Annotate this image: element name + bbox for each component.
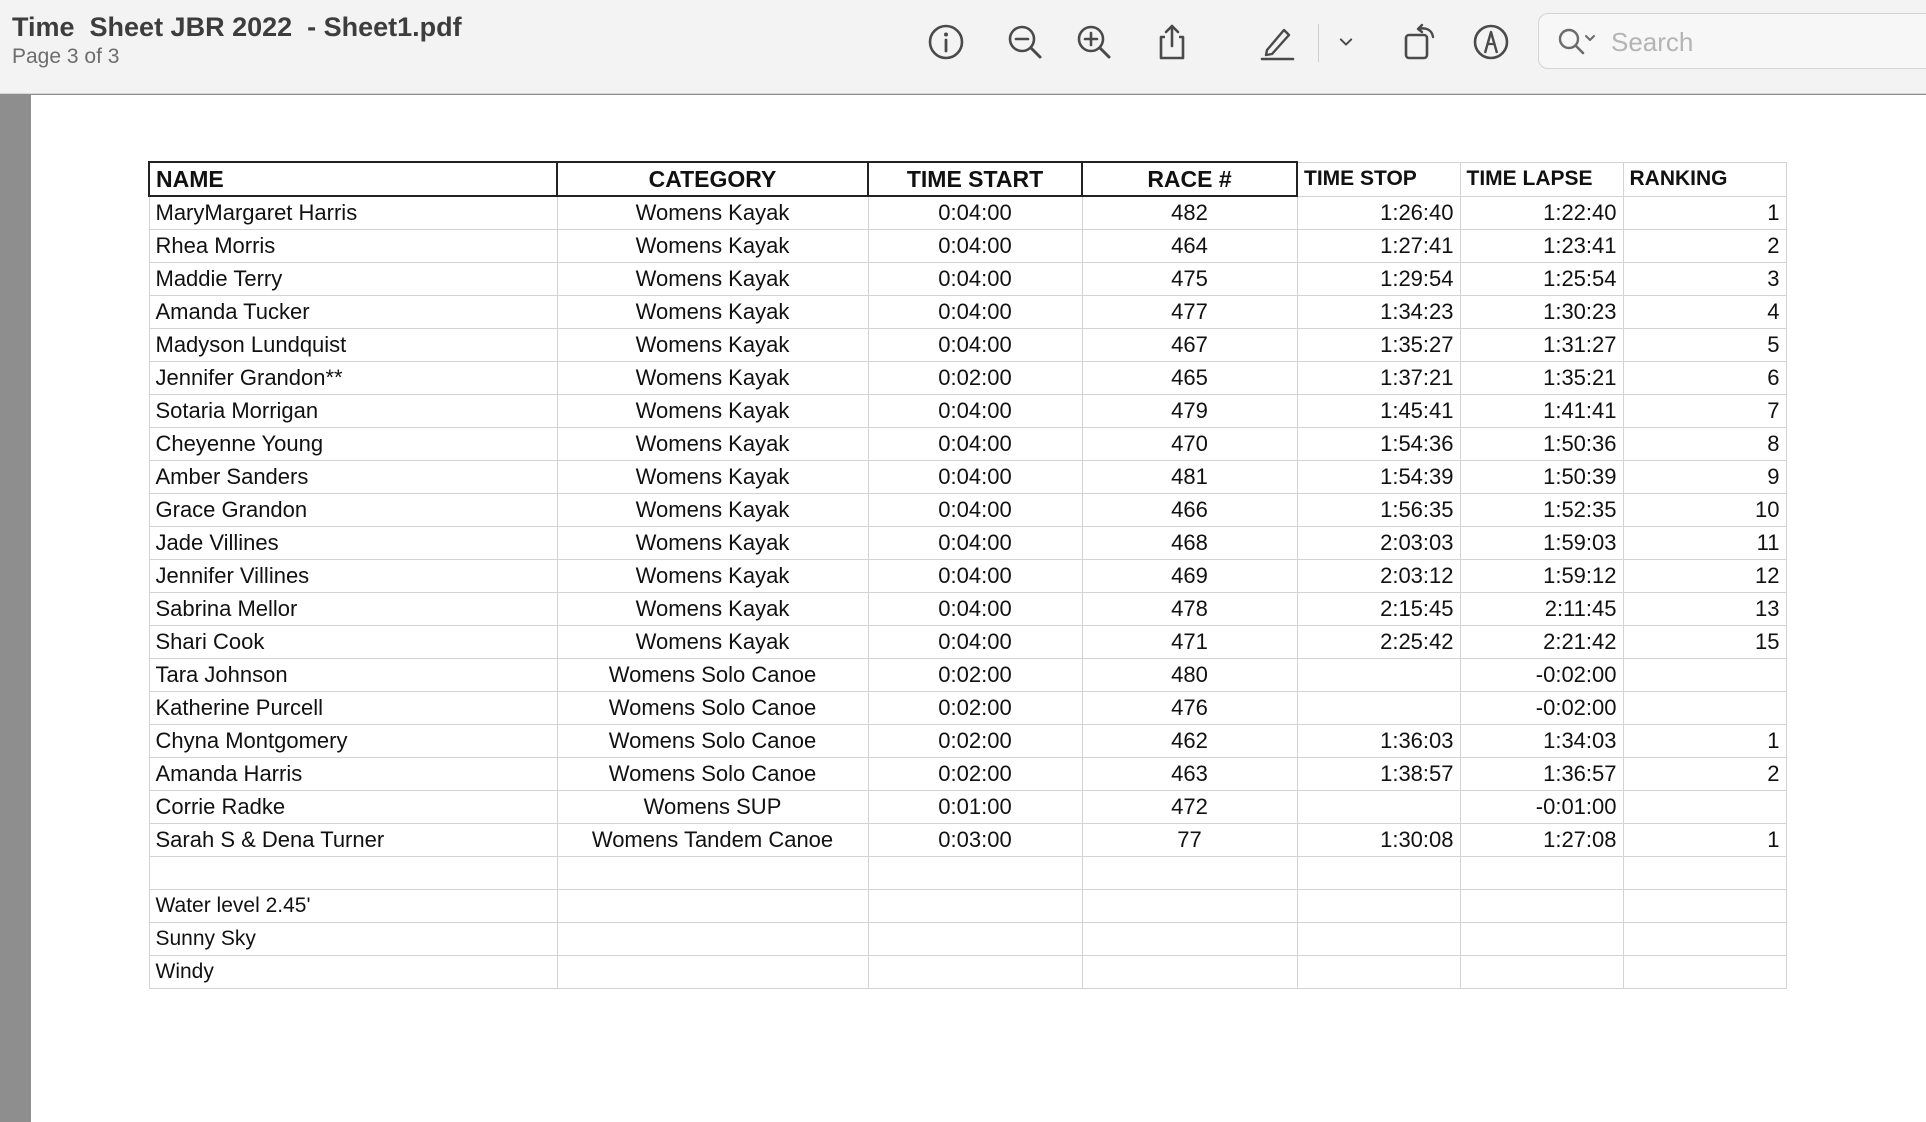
- cell-time-start: 0:04:00: [868, 229, 1082, 262]
- cell-name: Amber Sanders: [149, 460, 557, 493]
- cell-name: Madyson Lundquist: [149, 328, 557, 361]
- cell-time-stop: 2:03:03: [1297, 526, 1460, 559]
- header-category: CATEGORY: [557, 162, 868, 196]
- cell-time-lapse: 1:23:41: [1460, 229, 1623, 262]
- cell-time-start: 0:04:00: [868, 295, 1082, 328]
- cell-ranking: 1: [1623, 724, 1786, 757]
- cell-time-start: 0:04:00: [868, 559, 1082, 592]
- rotate-icon[interactable]: [1395, 18, 1443, 66]
- markup-pen-icon[interactable]: [1253, 18, 1301, 66]
- empty-cell: [1460, 955, 1623, 988]
- cell-ranking: 10: [1623, 493, 1786, 526]
- cell-name: Katherine Purcell: [149, 691, 557, 724]
- note-row: [149, 889, 1786, 922]
- empty-cell: [557, 856, 868, 889]
- empty-cell: [1082, 889, 1297, 922]
- annotate-icon[interactable]: [1467, 18, 1515, 66]
- page-indicator: Page 3 of 3: [12, 45, 120, 68]
- cell-time-stop: 2:25:42: [1297, 625, 1460, 658]
- cell-time-stop: 1:38:57: [1297, 757, 1460, 790]
- cell-time-start: 0:03:00: [868, 823, 1082, 856]
- cell-race-number: 482: [1082, 196, 1297, 229]
- cell-time-stop: 1:35:27: [1297, 328, 1460, 361]
- table-row: [149, 526, 1786, 559]
- cell-time-start: 0:02:00: [868, 361, 1082, 394]
- cell-time-lapse: 1:22:40: [1460, 196, 1623, 229]
- cell-race-number: 464: [1082, 229, 1297, 262]
- empty-cell: [1297, 889, 1460, 922]
- cell-ranking: 2: [1623, 757, 1786, 790]
- empty-cell: [1297, 856, 1460, 889]
- cell-race-number: 465: [1082, 361, 1297, 394]
- cell-name: Rhea Morris: [149, 229, 557, 262]
- cell-name: Tara Johnson: [149, 658, 557, 691]
- empty-cell: [557, 889, 868, 922]
- cell-time-lapse: 1:50:39: [1460, 460, 1623, 493]
- cell-name: Corrie Radke: [149, 790, 557, 823]
- cell-category: Womens Kayak: [557, 592, 868, 625]
- cell-race-number: 476: [1082, 691, 1297, 724]
- cell-category: Womens Solo Canoe: [557, 658, 868, 691]
- cell-race-number: 481: [1082, 460, 1297, 493]
- empty-cell: [557, 922, 868, 955]
- cell-time-start: 0:04:00: [868, 625, 1082, 658]
- cell-name: Maddie Terry: [149, 262, 557, 295]
- empty-cell: [1623, 922, 1786, 955]
- cell-time-lapse: 1:30:23: [1460, 295, 1623, 328]
- cell-name: Amanda Harris: [149, 757, 557, 790]
- cell-time-start: 0:02:00: [868, 691, 1082, 724]
- table-row: [149, 229, 1786, 262]
- table-row: [149, 757, 1786, 790]
- empty-cell: [1460, 889, 1623, 922]
- cell-time-start: 0:04:00: [868, 427, 1082, 460]
- cell-ranking: 8: [1623, 427, 1786, 460]
- cell-race-number: 466: [1082, 493, 1297, 526]
- document-title: Time Sheet JBR 2022 - Sheet1.pdf: [12, 12, 462, 42]
- table-row: [149, 691, 1786, 724]
- cell-ranking: 13: [1623, 592, 1786, 625]
- empty-cell: [1082, 856, 1297, 889]
- cell-time-lapse: 2:11:45: [1460, 592, 1623, 625]
- cell-time-lapse: 1:34:03: [1460, 724, 1623, 757]
- cell-race-number: 479: [1082, 394, 1297, 427]
- cell-time-start: 0:04:00: [868, 394, 1082, 427]
- table-row: [149, 592, 1786, 625]
- cell-time-stop: 1:56:35: [1297, 493, 1460, 526]
- cell-time-stop: 1:37:21: [1297, 361, 1460, 394]
- cell-ranking: [1623, 691, 1786, 724]
- empty-cell: [149, 856, 557, 889]
- empty-cell: [557, 955, 868, 988]
- cell-category: Womens Kayak: [557, 196, 868, 229]
- empty-cell: [1623, 955, 1786, 988]
- cell-name: Amanda Tucker: [149, 295, 557, 328]
- cell-name: Sarah S & Dena Turner: [149, 823, 557, 856]
- cell-category: Womens Kayak: [557, 361, 868, 394]
- table-row: [149, 361, 1786, 394]
- header-time-lapse: TIME LAPSE: [1460, 162, 1623, 196]
- note-row: [149, 922, 1786, 955]
- toolbar: [0, 0, 1926, 94]
- cell-time-lapse: 1:41:41: [1460, 394, 1623, 427]
- cell-ranking: 12: [1623, 559, 1786, 592]
- cell-name: Grace Grandon: [149, 493, 557, 526]
- cell-category: Womens Tandem Canoe: [557, 823, 868, 856]
- cell-time-lapse: 2:21:42: [1460, 625, 1623, 658]
- cell-name: Shari Cook: [149, 625, 557, 658]
- cell-race-number: 468: [1082, 526, 1297, 559]
- cell-category: Womens Kayak: [557, 559, 868, 592]
- cell-ranking: 6: [1623, 361, 1786, 394]
- search-box[interactable]: [1538, 13, 1926, 69]
- empty-cell: [1082, 922, 1297, 955]
- cell-time-start: 0:04:00: [868, 493, 1082, 526]
- cell-time-start: 0:04:00: [868, 196, 1082, 229]
- table-row: [149, 427, 1786, 460]
- cell-category: Womens Solo Canoe: [557, 757, 868, 790]
- cell-race-number: 469: [1082, 559, 1297, 592]
- cell-category: Womens Solo Canoe: [557, 724, 868, 757]
- cell-time-stop: 1:30:08: [1297, 823, 1460, 856]
- cell-category: Womens Kayak: [557, 328, 868, 361]
- cell-category: Womens Kayak: [557, 460, 868, 493]
- cell-category: Womens Kayak: [557, 427, 868, 460]
- cell-time-lapse: 1:35:21: [1460, 361, 1623, 394]
- cell-race-number: 480: [1082, 658, 1297, 691]
- table-header-row: [149, 162, 1786, 196]
- cell-ranking: 4: [1623, 295, 1786, 328]
- cell-time-stop: 1:26:40: [1297, 196, 1460, 229]
- table-row: [149, 724, 1786, 757]
- cell-time-lapse: -0:01:00: [1460, 790, 1623, 823]
- cell-race-number: 77: [1082, 823, 1297, 856]
- cell-time-stop: 2:15:45: [1297, 592, 1460, 625]
- header-name: NAME: [149, 162, 557, 196]
- cell-category: Womens Kayak: [557, 229, 868, 262]
- cell-ranking: [1623, 790, 1786, 823]
- cell-time-stop: [1297, 790, 1460, 823]
- cell-name: Sotaria Morrigan: [149, 394, 557, 427]
- time-sheet-table: [148, 161, 1787, 989]
- cell-ranking: 15: [1623, 625, 1786, 658]
- empty-cell: [1297, 922, 1460, 955]
- cell-ranking: [1623, 658, 1786, 691]
- empty-cell: [868, 955, 1082, 988]
- cell-time-lapse: 1:59:12: [1460, 559, 1623, 592]
- cell-time-stop: 1:45:41: [1297, 394, 1460, 427]
- table-row: [149, 328, 1786, 361]
- header-time-stop: TIME STOP: [1297, 162, 1460, 196]
- empty-row: [149, 856, 1786, 889]
- cell-ranking: 11: [1623, 526, 1786, 559]
- table-row: [149, 262, 1786, 295]
- note-text: Sunny Sky: [149, 922, 557, 955]
- table-row: [149, 196, 1786, 229]
- cell-time-start: 0:02:00: [868, 658, 1082, 691]
- pdf-page: [31, 95, 1926, 1122]
- cell-category: Womens Kayak: [557, 493, 868, 526]
- search-input[interactable]: [1609, 22, 1913, 62]
- cell-time-start: 0:04:00: [868, 460, 1082, 493]
- cell-time-start: 0:04:00: [868, 328, 1082, 361]
- cell-time-start: 0:04:00: [868, 526, 1082, 559]
- table-row: [149, 394, 1786, 427]
- cell-ranking: 2: [1623, 229, 1786, 262]
- cell-category: Womens Kayak: [557, 526, 868, 559]
- table-row: [149, 295, 1786, 328]
- cell-category: Womens Solo Canoe: [557, 691, 868, 724]
- empty-cell: [868, 922, 1082, 955]
- note-text: Water level 2.45': [149, 889, 557, 922]
- toolbar-separator: [1318, 24, 1319, 62]
- table-row: [149, 460, 1786, 493]
- cell-race-number: 475: [1082, 262, 1297, 295]
- cell-time-lapse: 1:52:35: [1460, 493, 1623, 526]
- cell-time-stop: 1:34:23: [1297, 295, 1460, 328]
- header-race-number: RACE #: [1082, 162, 1297, 196]
- empty-cell: [868, 889, 1082, 922]
- search-icon: [1555, 25, 1601, 59]
- cell-name: Chyna Montgomery: [149, 724, 557, 757]
- cell-race-number: 470: [1082, 427, 1297, 460]
- cell-race-number: 463: [1082, 757, 1297, 790]
- zoom-out-icon[interactable]: [1001, 18, 1049, 66]
- note-text: Windy: [149, 955, 557, 988]
- cell-name: Jade Villines: [149, 526, 557, 559]
- cell-time-stop: 1:29:54: [1297, 262, 1460, 295]
- table-row: [149, 823, 1786, 856]
- empty-cell: [1460, 922, 1623, 955]
- cell-name: Jennifer Villines: [149, 559, 557, 592]
- cell-time-lapse: -0:02:00: [1460, 658, 1623, 691]
- cell-name: MaryMargaret Harris: [149, 196, 557, 229]
- cell-category: Womens SUP: [557, 790, 868, 823]
- table-body: [149, 196, 1786, 988]
- cell-time-stop: 1:27:41: [1297, 229, 1460, 262]
- cell-time-lapse: -0:02:00: [1460, 691, 1623, 724]
- cell-time-lapse: 1:31:27: [1460, 328, 1623, 361]
- cell-time-stop: [1297, 658, 1460, 691]
- table-row: [149, 559, 1786, 592]
- table-row: [149, 625, 1786, 658]
- empty-cell: [1623, 856, 1786, 889]
- cell-time-start: 0:04:00: [868, 592, 1082, 625]
- info-icon[interactable]: [922, 18, 970, 66]
- empty-cell: [868, 856, 1082, 889]
- cell-race-number: 472: [1082, 790, 1297, 823]
- cell-ranking: 3: [1623, 262, 1786, 295]
- header-ranking: RANKING: [1623, 162, 1786, 196]
- empty-cell: [1460, 856, 1623, 889]
- cell-time-lapse: 1:50:36: [1460, 427, 1623, 460]
- cell-time-stop: 1:36:03: [1297, 724, 1460, 757]
- cell-time-start: 0:02:00: [868, 724, 1082, 757]
- cell-category: Womens Kayak: [557, 394, 868, 427]
- cell-ranking: 1: [1623, 823, 1786, 856]
- cell-time-lapse: 1:27:08: [1460, 823, 1623, 856]
- note-row: [149, 955, 1786, 988]
- cell-race-number: 462: [1082, 724, 1297, 757]
- cell-ranking: 9: [1623, 460, 1786, 493]
- cell-ranking: 7: [1623, 394, 1786, 427]
- chevron-down-icon[interactable]: [1322, 18, 1370, 66]
- cell-ranking: 5: [1623, 328, 1786, 361]
- table-row: [149, 658, 1786, 691]
- empty-cell: [1297, 955, 1460, 988]
- cell-time-start: 0:02:00: [868, 757, 1082, 790]
- cell-time-stop: 2:03:12: [1297, 559, 1460, 592]
- cell-name: Jennifer Grandon**: [149, 361, 557, 394]
- cell-time-stop: 1:54:36: [1297, 427, 1460, 460]
- cell-race-number: 471: [1082, 625, 1297, 658]
- cell-name: Sabrina Mellor: [149, 592, 557, 625]
- share-icon[interactable]: [1148, 18, 1196, 66]
- table-row: [149, 790, 1786, 823]
- cell-time-stop: [1297, 691, 1460, 724]
- cell-time-lapse: 1:36:57: [1460, 757, 1623, 790]
- zoom-in-icon[interactable]: [1070, 18, 1118, 66]
- cell-race-number: 478: [1082, 592, 1297, 625]
- cell-race-number: 477: [1082, 295, 1297, 328]
- cell-race-number: 467: [1082, 328, 1297, 361]
- cell-time-start: 0:01:00: [868, 790, 1082, 823]
- cell-ranking: 1: [1623, 196, 1786, 229]
- header-time-start: TIME START: [868, 162, 1082, 196]
- cell-time-stop: 1:54:39: [1297, 460, 1460, 493]
- empty-cell: [1082, 955, 1297, 988]
- cell-name: Cheyenne Young: [149, 427, 557, 460]
- table-row: [149, 493, 1786, 526]
- empty-cell: [1623, 889, 1786, 922]
- cell-time-lapse: 1:59:03: [1460, 526, 1623, 559]
- cell-time-start: 0:04:00: [868, 262, 1082, 295]
- cell-time-lapse: 1:25:54: [1460, 262, 1623, 295]
- cell-category: Womens Kayak: [557, 295, 868, 328]
- cell-category: Womens Kayak: [557, 625, 868, 658]
- cell-category: Womens Kayak: [557, 262, 868, 295]
